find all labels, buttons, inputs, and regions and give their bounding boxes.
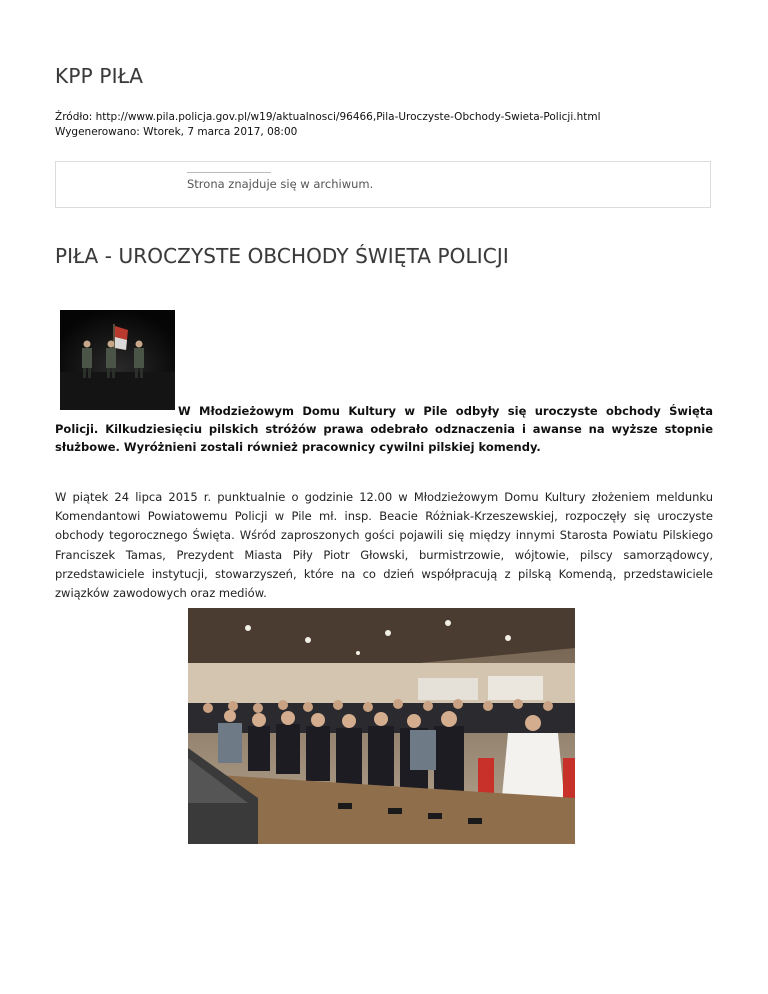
document-meta [55, 110, 601, 140]
ceremony-photo[interactable] [188, 608, 575, 844]
archive-divider [187, 172, 271, 173]
archive-notice-box [55, 161, 711, 208]
thumbnail-image[interactable] [60, 310, 175, 410]
generated-date: Wygenerowano: Wtorek, 7 marca 2017, 08:00 [55, 126, 298, 138]
site-title: KPP PIŁA [55, 64, 144, 88]
article-body: W piątek 24 lipca 2015 r. punktualnie o godzinie 12.00 w Młodzieżowym Domu Kultury złożeniem meldunku Komendantowi Powiatowemu Policji w Pile mł. insp. Beacie Różniak-Krzeszewskiej, rozpoczęły się uroczyste obchody tegorocznego Święta. Wśród zaproszonych gości pojawili się między innymi Starosta Powiatu Pilskiego Franciszek Tamas, Prezydent Miasta Piły Piotr Głowski, burmistrzowie, wójtowie, pilscy samorządowcy, przedstawiciele instytucji, stowarzyszeń, które na co dzień współpracują z pilską Komendą, przedstawiciele związków zawodowych oraz mediów. [55, 490, 713, 601]
article-lead: W Młodzieżowym Domu Kultury w Pile odbyły się uroczyste obchody Święta Policji. Kilkudziesięciu pilskich stróżów prawa odebrało odznaczenia i awanse na wyższe stopnie służbowe. Wyróżnieni zostali również pracownicy cywilni pilskiej komendy. [55, 404, 713, 454]
article-title: PIŁA - UROCZYSTE OBCHODY ŚWIĘTA POLICJI [55, 244, 509, 268]
source-url[interactable]: Źródło: http://www.pila.policja.gov.pl/w19/aktualnosci/96466,Pila-Uroczyste-Obchody-Swieta-Policji.html [55, 111, 601, 123]
archive-notice: Strona znajduje się w archiwum. [187, 177, 374, 191]
